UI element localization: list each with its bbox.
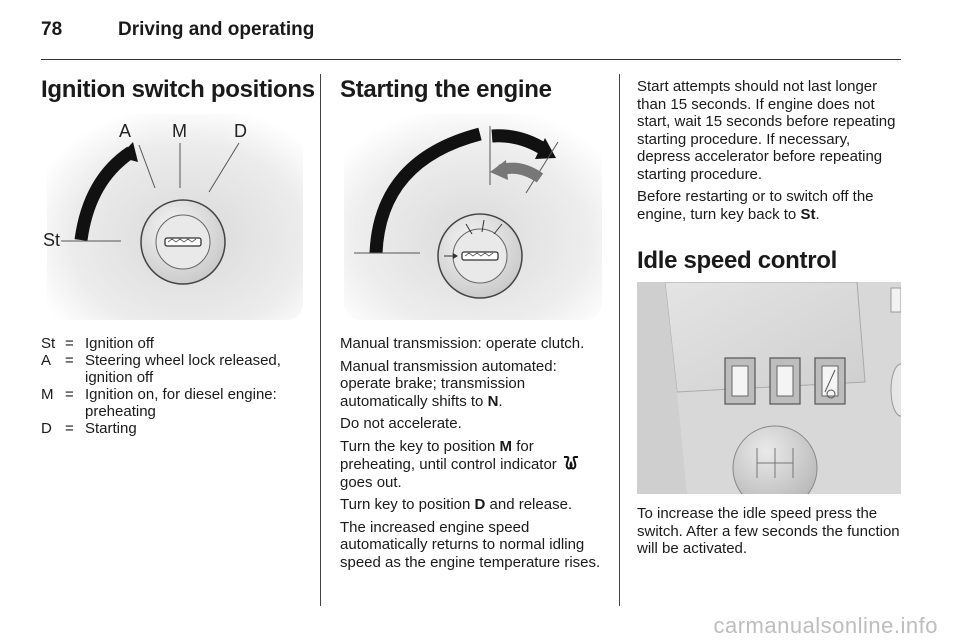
starting-engine-figure — [340, 110, 604, 324]
label-m: M — [172, 121, 187, 141]
idle-heading: Idle speed control — [637, 247, 837, 274]
right-text-bottom — [637, 505, 903, 563]
watermark: carmanualsonline.info — [713, 613, 938, 638]
column-divider-2 — [619, 74, 620, 606]
label-a: A — [119, 121, 132, 141]
legend-row-d: D = Starting — [41, 420, 137, 437]
starting-text — [340, 335, 608, 576]
ignition-switch-figure — [41, 110, 303, 324]
para-attempts: Start attempts should not last longer than 15 seconds. If engine does not start, wait 15 seconds before repeating starting procedure. If necessary, depress accelerator before repeating starting procedure. — [637, 78, 896, 183]
starting-heading: Starting the engine — [340, 76, 552, 103]
para-preheating: Turn the key to position M for preheating, until control indicator goes out. — [340, 438, 608, 492]
chapter-title: Driving and operating — [118, 19, 315, 40]
para-no-accelerate: Do not accelerate. — [340, 415, 462, 432]
page-number: 78 — [41, 19, 63, 40]
para-automated: Manual transmission automated: operate brake; transmission automatically shifts to N. — [340, 357, 557, 410]
ignition-heading: Ignition switch positions — [41, 76, 315, 103]
legend-row-st: St = Ignition off — [41, 335, 154, 352]
para-idle-switch: To increase the idle speed press the switch. After a few seconds the function will be activated. — [637, 505, 900, 557]
para-idle-return: The increased engine speed automatically returns to normal idling speed as the engine temperature rises. — [340, 518, 601, 571]
label-d: D — [234, 121, 247, 141]
legend-row-a: A = Steering wheel lock released, ignition off — [41, 352, 281, 386]
right-text-top — [637, 78, 901, 228]
idle-speed-switch-figure — [637, 282, 901, 494]
para-clutch: Manual transmission: operate clutch. — [340, 335, 585, 352]
para-start: Turn key to position D and release. — [340, 496, 573, 513]
column-divider-1 — [320, 74, 321, 606]
label-st: St — [43, 230, 61, 250]
preheating-coil-icon — [561, 455, 581, 471]
header-rule — [41, 59, 901, 60]
ignition-legend — [41, 335, 306, 437]
para-restart: Before restarting or to switch off the engine, turn key back to St. — [637, 188, 874, 223]
legend-row-m: M = Ignition on, for diesel engine: preheating — [41, 386, 277, 420]
